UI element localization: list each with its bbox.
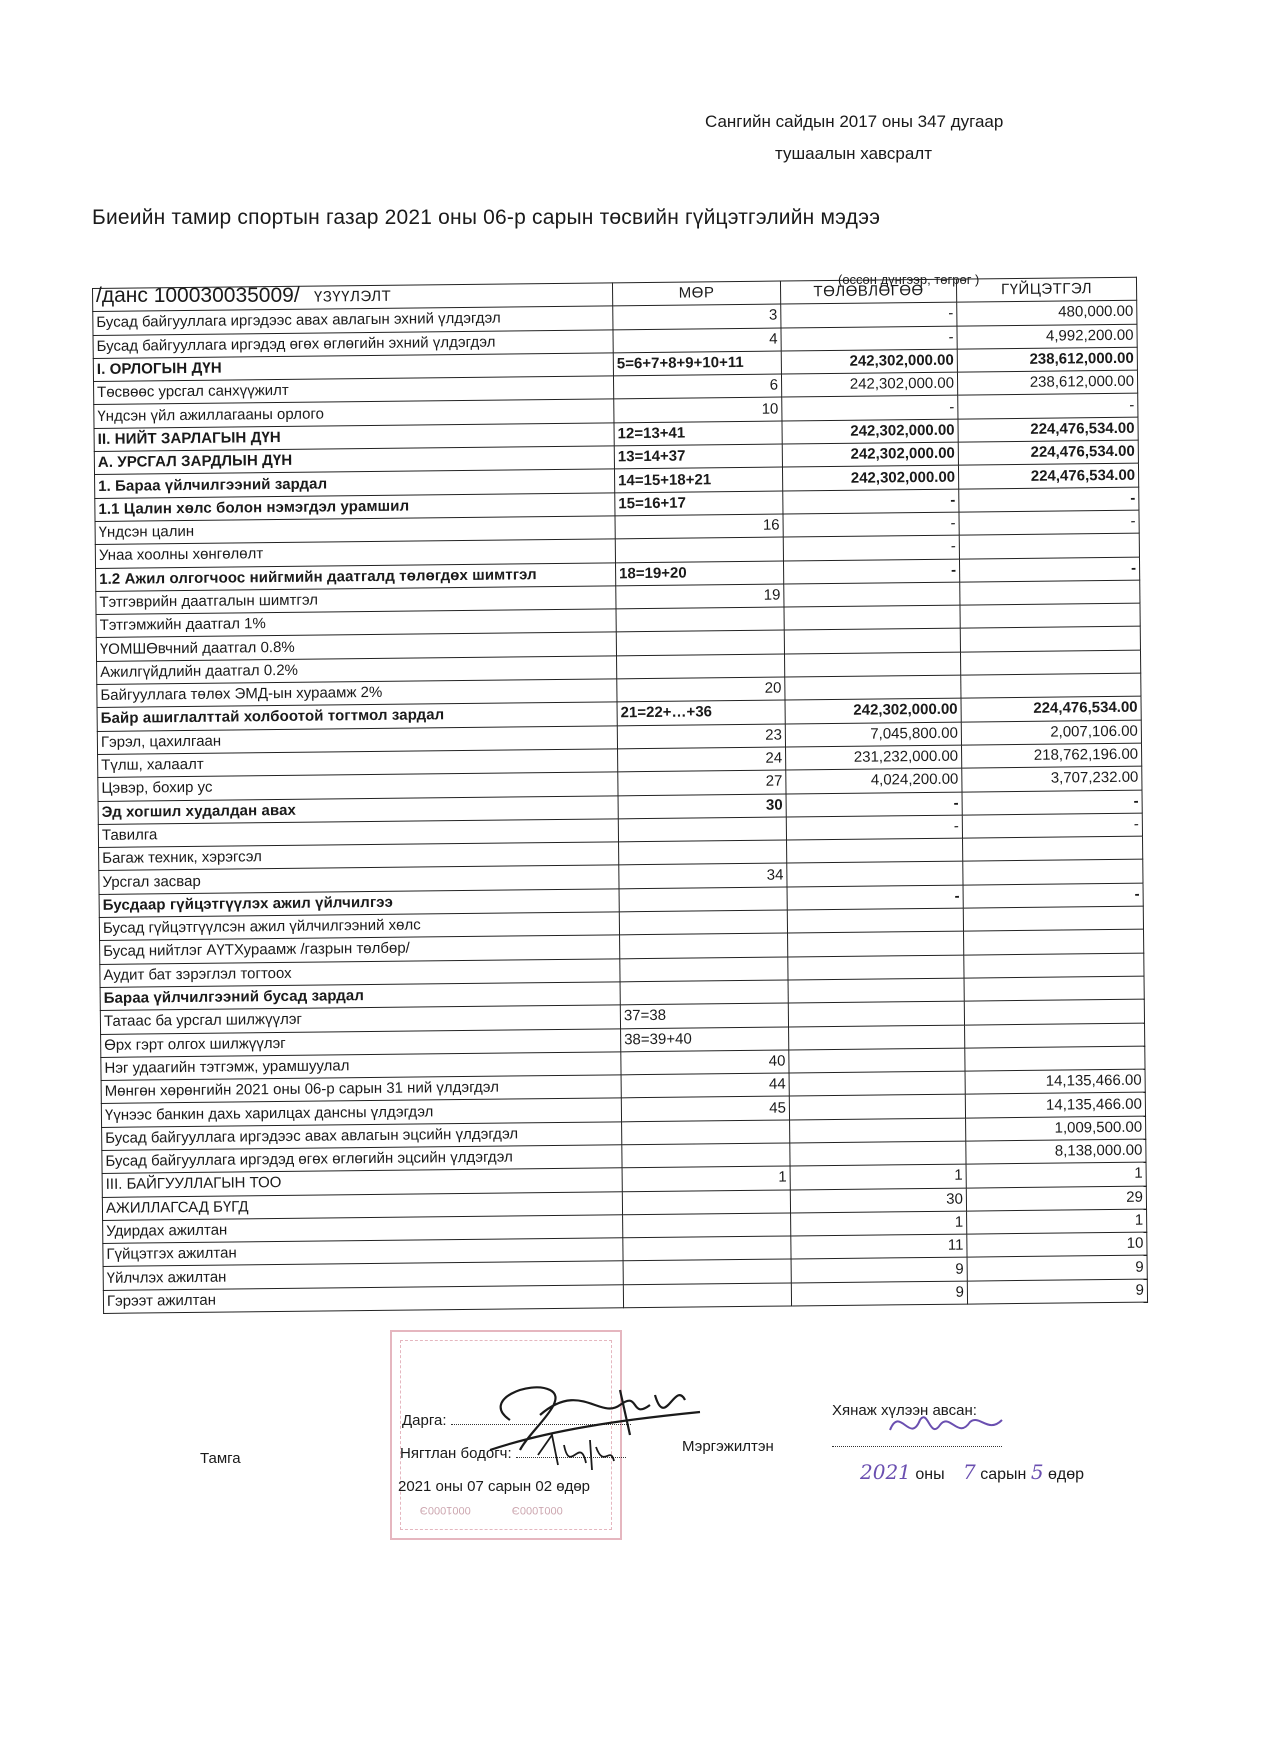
cell-indicator-name: Үндсэн үйл ажиллагааны орлого <box>94 399 614 428</box>
cell-plan-value <box>788 955 964 980</box>
cell-row-number: 5=6+7+8+9+10+11 <box>613 351 781 376</box>
cell-row-number: 38=39+40 <box>621 1027 789 1052</box>
cell-indicator-name: Унаа хоолны хөнгөлөлт <box>95 539 615 568</box>
accountant-label: Нягтлан бодогч: <box>400 1445 512 1462</box>
cell-row-number <box>620 957 788 982</box>
cell-actual-value: 1 <box>967 1209 1147 1234</box>
cell-indicator-name: А. УРСГАЛ ЗАРДЛЫН ДҮН <box>94 446 614 475</box>
cell-actual-value: - <box>962 790 1142 815</box>
cell-plan-value: 9 <box>791 1281 967 1306</box>
cell-row-number: 23 <box>617 724 785 749</box>
cell-indicator-name: Гэрэл, цахилгаан <box>97 725 617 754</box>
received-year-word: оны <box>915 1466 945 1483</box>
cell-actual-value: 224,476,534.00 <box>958 417 1138 442</box>
cell-row-number <box>623 1213 791 1238</box>
column-header-row-number: МӨР <box>612 281 780 306</box>
cell-plan-value <box>787 838 963 863</box>
cell-row-number <box>616 630 784 655</box>
cell-indicator-name: Бусад байгууллага иргэдэд өгөх өглөгийн эхний үлдэгдэл <box>93 329 613 358</box>
cell-row-number <box>615 537 783 562</box>
cell-plan-value: 4,024,200.00 <box>786 768 962 793</box>
cell-row-number <box>623 1259 791 1284</box>
cell-plan-value <box>789 1048 965 1073</box>
stamp-number-left: 0001000Э <box>420 1504 471 1516</box>
cell-plan-value <box>787 908 963 933</box>
cell-row-number: 4 <box>613 328 781 353</box>
cell-actual-value <box>960 650 1140 675</box>
cell-row-number: 27 <box>618 770 786 795</box>
cell-plan-value: - <box>786 792 962 817</box>
cell-plan-value: 242,302,000.00 <box>782 419 958 444</box>
cell-actual-value: 224,476,534.00 <box>958 440 1138 465</box>
cell-indicator-name: Байгууллага төлөх ЭМД-ын хураамж 2% <box>97 679 617 708</box>
cell-indicator-name: Тавилга <box>98 819 618 848</box>
cell-indicator-name: 1.1 Цалин хөлс болон нэмэгдэл урамшил <box>95 493 615 522</box>
cell-plan-value: - <box>783 559 959 584</box>
cell-row-number: 16 <box>615 514 783 539</box>
cell-actual-value: 238,612,000.00 <box>957 347 1137 372</box>
cell-indicator-name: Байр ашиглалттай холбоотой тогтмол зардал <box>97 702 617 731</box>
cell-row-number: 6 <box>613 374 781 399</box>
cell-row-number <box>622 1143 790 1168</box>
cell-indicator-name: Үндсэн цалин <box>95 516 615 545</box>
stamp-number-right: 0001000Э <box>512 1504 563 1516</box>
received-month-word: сарын <box>980 1466 1027 1483</box>
cell-indicator-name: Тэтгэмжийн даатгал 1% <box>96 609 616 638</box>
signature-date: 2021 оны 07 сарын 02 өдөр <box>398 1478 591 1495</box>
cell-indicator-name: I. ОРЛОГЫН ДҮН <box>93 353 613 382</box>
cell-row-number: 18=19+20 <box>616 561 784 586</box>
cell-indicator-name: Татаас ба урсгал шилжүүлэг <box>100 1005 620 1034</box>
cell-plan-value <box>789 1094 965 1119</box>
order-reference-line2: тушаалын хавсралт <box>775 144 932 163</box>
cell-indicator-name: АЖИЛЛАГСАД БҮГД <box>102 1191 622 1220</box>
cell-indicator-name: Тэтгэврийн даатгалын шимтгэл <box>96 586 616 615</box>
document-title: Биеийн тамир спортын газар 2021 оны 06-р сарын төсвийн гүйцэтгэлийн мэдээ <box>92 206 881 229</box>
cell-row-number: 13=14+37 <box>614 444 782 469</box>
cell-actual-value: 29 <box>966 1186 1146 1211</box>
cell-indicator-name: Удирдах ажилтан <box>103 1215 623 1244</box>
received-month: 7 <box>963 1460 976 1484</box>
cell-actual-value <box>963 860 1143 885</box>
cell-plan-value <box>784 652 960 677</box>
cell-indicator-name: 1. Бараа үйлчилгээний зардал <box>95 469 615 498</box>
cell-plan-value: 242,302,000.00 <box>782 442 958 467</box>
cell-actual-value: 224,476,534.00 <box>958 464 1138 489</box>
received-label: Хянаж хүлээн авсан: <box>832 1402 977 1419</box>
cell-actual-value: - <box>963 883 1143 908</box>
cell-row-number: 3 <box>613 304 781 329</box>
budget-execution-table <box>92 277 1148 1314</box>
cell-indicator-name: Ажилгүйдлийн даатгал 0.2% <box>97 656 617 685</box>
column-header-plan: ТӨЛӨВЛӨГӨӨ <box>780 279 956 304</box>
cell-plan-value: - <box>786 815 962 840</box>
cell-actual-value: - <box>958 394 1138 419</box>
cell-plan-value: 30 <box>790 1188 966 1213</box>
cell-plan-value: - <box>781 302 957 327</box>
cell-plan-value <box>790 1118 966 1143</box>
cell-plan-value: - <box>781 326 957 351</box>
cell-row-number <box>617 654 785 679</box>
cell-plan-value <box>787 862 963 887</box>
cell-indicator-name: Мөнгөн хөрөнгийн 2021 оны 06-р сарын 31 ний үлдэгдэл <box>101 1075 621 1104</box>
cell-row-number: 15=16+17 <box>615 491 783 516</box>
cell-actual-value: 2,007,106.00 <box>961 720 1141 745</box>
cell-indicator-name: Бусад нийтлэг АҮТХураамж /газрын төлбөр/ <box>100 935 620 964</box>
order-reference-line1: Сангийн сайдын 2017 оны 347 дугаар <box>705 112 1004 131</box>
cell-actual-value: 8,138,000.00 <box>966 1139 1146 1164</box>
cell-indicator-name: Бусад байгууллага иргэдэд өгөх өглөгийн эцсийн үлдэгдэл <box>102 1145 622 1174</box>
cell-actual-value: 480,000.00 <box>957 300 1137 325</box>
cell-row-number <box>622 1120 790 1145</box>
cell-actual-value <box>963 836 1143 861</box>
cell-actual-value <box>963 906 1143 931</box>
cell-plan-value: 1 <box>790 1164 966 1189</box>
cell-actual-value: 4,992,200.00 <box>957 324 1137 349</box>
cell-row-number: 14=15+18+21 <box>614 467 782 492</box>
cell-plan-value <box>784 582 960 607</box>
cell-row-number: 20 <box>617 677 785 702</box>
cell-plan-value <box>789 1025 965 1050</box>
cell-indicator-name: Үйлчлэх ажилтан <box>103 1261 623 1290</box>
cell-actual-value <box>964 976 1144 1001</box>
account-number: /данс 100030035009/ <box>96 284 300 307</box>
cell-row-number: 24 <box>618 747 786 772</box>
cell-indicator-name: Багаж техник, хэрэгсэл <box>99 842 619 871</box>
cell-indicator-name: ҮОМШӨвчний даатгал 0.8% <box>96 632 616 661</box>
cell-indicator-name: Өрх гэрт олгох шилжүүлэг <box>101 1028 621 1057</box>
cell-indicator-name: Аудит бат зэрэглэл тогтоох <box>100 958 620 987</box>
cell-plan-value: 242,302,000.00 <box>781 372 957 397</box>
cell-actual-value: - <box>959 510 1139 535</box>
cell-actual-value <box>960 627 1140 652</box>
cell-plan-value: - <box>787 885 963 910</box>
cell-actual-value: 218,762,196.00 <box>961 743 1141 768</box>
cell-actual-value: 1,009,500.00 <box>966 1116 1146 1141</box>
cell-actual-value: 3,707,232.00 <box>962 766 1142 791</box>
stamp-label: Тамга <box>200 1450 241 1467</box>
budget-table-wrapper <box>92 277 1147 1314</box>
cell-actual-value <box>961 673 1141 698</box>
cell-row-number <box>619 887 787 912</box>
cell-indicator-name: Гэрээт ажилтан <box>103 1285 623 1314</box>
cell-actual-value: 14,135,466.00 <box>965 1069 1145 1094</box>
cell-actual-value: 9 <box>967 1256 1147 1281</box>
cell-actual-value <box>965 1046 1145 1071</box>
cell-row-number <box>623 1283 791 1308</box>
cell-row-number <box>616 607 784 632</box>
cell-actual-value: 224,476,534.00 <box>961 697 1141 722</box>
cell-plan-value: - <box>783 489 959 514</box>
received-day: 5 <box>1030 1460 1044 1484</box>
column-header-actual: ГҮЙЦЭТГЭЛ <box>956 277 1136 302</box>
cell-actual-value: - <box>959 487 1139 512</box>
cell-row-number <box>619 910 787 935</box>
cell-row-number: 44 <box>621 1073 789 1098</box>
cell-actual-value <box>960 603 1140 628</box>
cell-actual-value <box>964 953 1144 978</box>
cell-indicator-name: Бусдаар гүйцэтгүүлэх ажил үйлчилгээ <box>99 889 619 918</box>
cell-actual-value: - <box>959 557 1139 582</box>
cell-row-number <box>619 840 787 865</box>
cell-row-number <box>623 1236 791 1261</box>
cell-indicator-name: II. НИЙТ ЗАРЛАГЫН ДҮН <box>94 423 614 452</box>
cell-indicator-name: Цэвэр, бохир ус <box>98 772 618 801</box>
cell-indicator-name: 1.2 Ажил олгогчоос нийгмийн даатгалд төлөгдөх шимтгэл <box>96 562 616 591</box>
cell-actual-value: 10 <box>967 1232 1147 1257</box>
cell-plan-value <box>784 629 960 654</box>
cell-indicator-name: Түлш, халаалт <box>98 749 618 778</box>
cell-indicator-name: Эд хогшил худалдан авах <box>98 795 618 824</box>
cell-row-number: 37=38 <box>620 1003 788 1028</box>
cell-plan-value <box>789 1071 965 1096</box>
received-date-line <box>860 1460 1084 1484</box>
cell-actual-value <box>965 1023 1145 1048</box>
cell-row-number <box>622 1190 790 1215</box>
cell-row-number: 40 <box>621 1050 789 1075</box>
cell-row-number: 21=22+…+36 <box>617 700 785 725</box>
cell-row-number: 34 <box>619 863 787 888</box>
cell-plan-value <box>790 1141 966 1166</box>
cell-plan-value <box>788 931 964 956</box>
unit-note: (өссөн дүнгээр, төгрөг ) <box>838 272 980 287</box>
accountant-signature <box>530 1425 620 1480</box>
cell-plan-value: 231,232,000.00 <box>786 745 962 770</box>
cell-actual-value <box>959 533 1139 558</box>
cell-indicator-name: Нэг удаагийн тэтгэмж, урамшуулал <box>101 1052 621 1081</box>
cell-plan-value: 242,302,000.00 <box>785 698 961 723</box>
cell-indicator-name: Төсвөөс урсгал санхүүжилт <box>94 376 614 405</box>
cell-actual-value: 14,135,466.00 <box>965 1093 1145 1118</box>
cell-plan-value <box>788 1001 964 1026</box>
cell-plan-value: - <box>783 535 959 560</box>
received-year: 2021 <box>860 1460 911 1484</box>
cell-indicator-name: Гүйцэтгэх ажилтан <box>103 1238 623 1267</box>
received-signature <box>880 1400 1010 1450</box>
cell-row-number <box>620 933 788 958</box>
cell-actual-value <box>964 929 1144 954</box>
cell-actual-value <box>960 580 1140 605</box>
cell-indicator-name: Бусад байгууллага иргэдээс авах авлагын эцсийн үлдэгдэл <box>102 1122 622 1151</box>
cell-plan-value: 242,302,000.00 <box>781 349 957 374</box>
cell-actual-value: 238,612,000.00 <box>957 370 1137 395</box>
cell-actual-value: - <box>962 813 1142 838</box>
cell-actual-value: 9 <box>967 1279 1147 1304</box>
table-body <box>93 300 1148 1313</box>
cell-row-number: 12=13+41 <box>614 421 782 446</box>
cell-actual-value <box>964 999 1144 1024</box>
cell-indicator-name: Бараа үйлчилгээний бусад зардал <box>100 982 620 1011</box>
cell-actual-value: 1 <box>966 1162 1146 1187</box>
cell-plan-value: - <box>783 512 959 537</box>
cell-indicator-name: Урсгал засвар <box>99 865 619 894</box>
cell-indicator-name: Үүнээс банкин дахь харилцах дансны үлдэгдэл <box>101 1098 621 1127</box>
cell-plan-value <box>788 978 964 1003</box>
cell-plan-value: 7,045,800.00 <box>785 722 961 747</box>
specialist-label: Мэргэжилтэн <box>682 1438 774 1455</box>
cell-indicator-name: III. БАЙГУУЛЛАГЫН ТОО <box>102 1168 622 1197</box>
cell-plan-value: 9 <box>791 1258 967 1283</box>
cell-row-number: 1 <box>622 1166 790 1191</box>
cell-row-number <box>618 817 786 842</box>
cell-indicator-name: Бусад гүйцэтгүүлсэн ажил үйлчилгээний хөлс <box>99 912 619 941</box>
cell-row-number: 45 <box>621 1096 789 1121</box>
cell-row-number: 30 <box>618 794 786 819</box>
cell-row-number: 10 <box>614 398 782 423</box>
cell-indicator-name: Бусад байгууллага иргэдээс авах авлагын эхний үлдэгдэл <box>93 306 613 335</box>
cell-row-number <box>620 980 788 1005</box>
cell-plan-value: 1 <box>791 1211 967 1236</box>
cell-plan-value <box>784 605 960 630</box>
column-header-indicator: ҮЗҮҮЛЭЛТ <box>93 283 613 312</box>
cell-plan-value: 11 <box>791 1234 967 1259</box>
director-label: Дарга: <box>402 1412 447 1429</box>
received-day-word: өдөр <box>1048 1466 1085 1483</box>
cell-plan-value: - <box>782 396 958 421</box>
cell-plan-value <box>785 675 961 700</box>
cell-plan-value: 242,302,000.00 <box>782 466 958 491</box>
cell-row-number: 19 <box>616 584 784 609</box>
